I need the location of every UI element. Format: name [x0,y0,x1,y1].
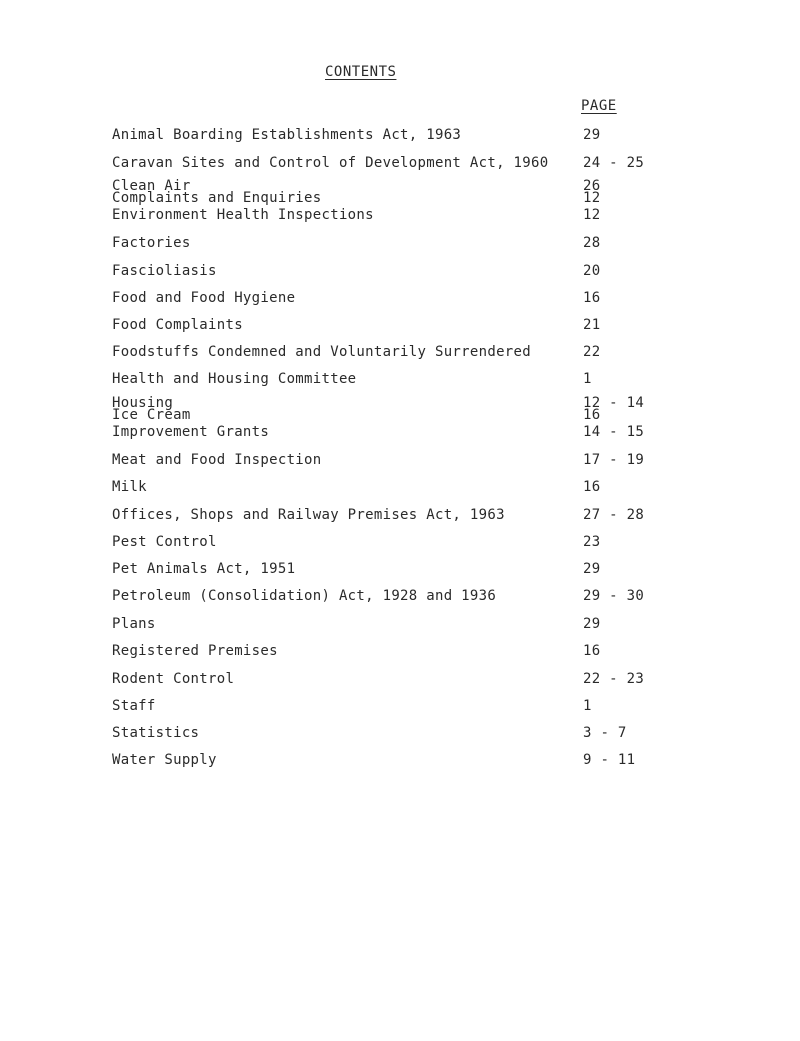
toc-entry-page: 1 [583,371,592,387]
toc-entry-page: 24 - 25 [583,155,645,171]
toc-entry-label: Housing [112,395,174,411]
toc-entry [0,342,800,362]
toc-entry [0,153,800,173]
toc-entry [0,477,800,497]
toc-entry-page: 16 [583,643,601,659]
toc-entry-label: Animal Boarding Establishments Act, 1963 [112,127,462,143]
toc-entry [0,422,800,442]
toc-entry-label: Caravan Sites and Control of Development Act, 1960 [112,155,549,171]
toc-entry [0,315,800,335]
toc-entry-page: 14 - 15 [583,424,645,440]
toc-entry [0,559,800,579]
toc-entry [0,614,800,634]
toc-entry [0,750,800,770]
toc-entry-page: 1 [583,698,592,714]
toc-entry-label: Statistics [112,725,200,741]
toc-entry-page: 22 [583,344,601,360]
page-column-header: PAGE [581,98,617,114]
toc-entry-label: Food and Food Hygiene [112,290,296,306]
toc-entry-page: 27 - 28 [583,507,645,523]
toc-entry [0,369,800,389]
toc-entry-label: Pet Animals Act, 1951 [112,561,296,577]
toc-entry [0,205,800,225]
toc-entry-label: Registered Premises [112,643,278,659]
toc-entry [0,669,800,689]
toc-entry-page: 16 [583,290,601,306]
toc-entry [0,696,800,716]
toc-entry-page: 20 [583,263,601,279]
toc-entry-page: 28 [583,235,601,251]
toc-entry [0,233,800,253]
toc-entry-label: Meat and Food Inspection [112,452,322,468]
toc-entry-label: Improvement Grants [112,424,270,440]
toc-entry [0,450,800,470]
toc-entry-page: 22 - 23 [583,671,645,687]
toc-entry-page: 29 [583,127,601,143]
toc-entry-label: Milk [112,479,147,495]
toc-entry-page: 16 [583,407,601,423]
toc-entry-label: Ice Cream [112,407,191,423]
toc-entry [0,641,800,661]
toc-entry [0,505,800,525]
toc-entry-page: 3 - 7 [583,725,627,741]
toc-entry-label: Food Complaints [112,317,243,333]
toc-entry-page: 12 - 14 [583,395,645,411]
toc-entry-label: Pest Control [112,534,217,550]
toc-entry-label: Environment Health Inspections [112,207,374,223]
toc-entry-label: Fascioliasis [112,263,217,279]
toc-entry [0,261,800,281]
toc-entry [0,288,800,308]
toc-entry-label: Clean Air [112,178,191,194]
toc-entry-page: 17 - 19 [583,452,645,468]
toc-entry-label: Offices, Shops and Railway Premises Act, 1963 [112,507,505,523]
toc-entry-label: Petroleum (Consolidation) Act, 1928 and 1936 [112,588,497,604]
toc-entry-label: Water Supply [112,752,217,768]
toc-entry-label: Factories [112,235,191,251]
toc-entry-page: 23 [583,534,601,550]
toc-entry-page: 26 [583,178,601,194]
toc-entry-page: 29 [583,616,601,632]
toc-entry-label: Foodstuffs Condemned and Voluntarily Surrendered [112,344,531,360]
toc-entry-label: Staff [112,698,156,714]
toc-entry-page: 21 [583,317,601,333]
toc-entry-page: 29 - 30 [583,588,645,604]
toc-entry-label: Plans [112,616,156,632]
toc-entry [0,723,800,743]
toc-entry [0,125,800,145]
toc-entry-label: Health and Housing Committee [112,371,357,387]
page-title: CONTENTS [325,64,397,80]
toc-entry-page: 12 [583,207,601,223]
toc-entry-page: 29 [583,561,601,577]
toc-entry-page: 16 [583,479,601,495]
toc-entry-label: Complaints and Enquiries [112,190,322,206]
toc-entry-page: 12 [583,190,601,206]
toc-entry-page: 9 - 11 [583,752,636,768]
toc-entry [0,532,800,552]
toc-entry [0,586,800,606]
toc-entry-label: Rodent Control [112,671,235,687]
